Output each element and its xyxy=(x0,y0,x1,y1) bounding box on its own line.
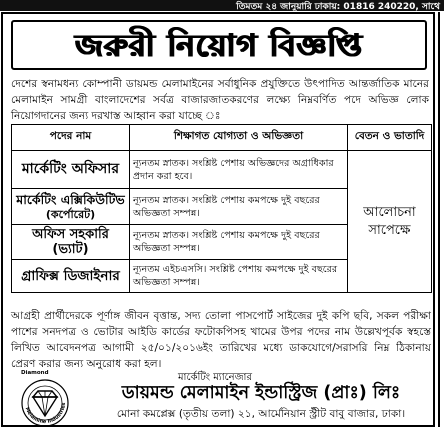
adjacent-ad-border xyxy=(438,12,444,427)
qualification-text: ন্যূনতম এইচএসসি। সংশ্লিষ্ট পেশায় কমপক্ষে দুই বছরের অভিজ্ঞতা সম্পন্ন। xyxy=(130,260,348,293)
qualification-text: ন্যূনতম স্নাতক। সংশ্লিষ্ট পেশায় অভিজ্ঞদের অগ্রাধিকার প্রদান করা হবে। xyxy=(130,151,348,189)
salary-line-1: আলোচনা xyxy=(363,204,416,220)
logo-label: Diamond xyxy=(21,370,49,376)
header-salary: বেতন ও ভাতাদি xyxy=(348,125,432,151)
company-address: মোনা কমপ্লেক্স (তৃতীয় তলা) ২১, আর্মেনিয়ান স্ট্রীট বাবু বাজার, ঢাকা। xyxy=(116,408,406,420)
top-strip-text: তিমতম ২৪ জানুয়ারি ঢাকায়: 01816 240220, সাথে xyxy=(236,2,440,11)
qualification-text: ন্যূনতম স্নাতক। সংশ্লিষ্ট পেশায় কমপক্ষে দুই বছরের অভিজ্ঞতা সম্পন্ন। xyxy=(130,189,348,225)
post-name: মার্কেটিং এক্সিকিউটিভ (কর্পোরেট) xyxy=(12,189,130,225)
logo-ring-text: Melamine Industries xyxy=(23,402,68,426)
post-subtitle: (কর্পোরেট) xyxy=(45,208,96,221)
job-table xyxy=(11,124,432,293)
post-name: অফিস সহকারি (ভ্যাট) xyxy=(12,225,130,260)
header-qualification: শিক্ষাগত যোগ্যতা ও অভিজ্ঞতা xyxy=(130,125,348,151)
post-name: মার্কেটিং অফিসার xyxy=(12,151,130,189)
ad-title: জরুরী নিয়োগ বিজ্ঞপ্তি xyxy=(75,28,363,64)
newspaper-top-strip xyxy=(0,0,444,11)
salary-line-2: সাপেক্ষে xyxy=(368,222,411,238)
salary-cell xyxy=(348,151,432,293)
header-post: পদের নাম xyxy=(12,125,130,151)
table-row xyxy=(12,151,432,189)
diamond-icon xyxy=(11,370,89,427)
qualification-text: ন্যূনতম স্নাতক। সংশ্লিষ্ট পেশায় কমপক্ষে দুই বছরের অভিজ্ঞতা সম্পন্ন। xyxy=(130,225,348,260)
application-instructions: আগ্রহী প্রার্থীদেরকে পূর্ণাঙ্গ জীবন বৃত্তান্ত, সদ্য তোলা পাসপোর্ট সাইজের দুই কপি ছবি, সকল পরীক্ষা পাশের সনদপত্র ও ভোটার আইডি কার্ডের ফটোকপিসহ খামের উপর পদের নাম উল্লেখপূর্বক স্বহস্তে লিখিত আবেদনপত্র আগামী ২৫/০১/২০১৬ইং তারিখের মধ্যে ডাকযোগে/সরাসরি নিম্ন ঠিকানায় প্রেরণ করার জন্য অনুরোধ করা হল। xyxy=(11,310,431,370)
post-name: গ্রাফিক্স ডিজাইনার xyxy=(12,260,130,293)
signer-title: মার্কেটিং ম্যানেজার xyxy=(178,372,252,383)
ad-title-box xyxy=(11,20,427,70)
intro-paragraph: দেশের স্বনামধন্য কোম্পানী ডায়মন্ড মেলামাইনের সর্বাধুনিক প্রযুক্তিতে উৎপাদিত আন্তর্জাতিক মানের মেলামাইন সামগ্রী বাংলাদেশের সর্বত্র বাজারজাতকরণের লক্ষ্যে নিম্নবর্ণিত পদে অভিজ্ঞ লোক নিয়োগদানের জন্য দরখাস্ত আহ্বান করা যাচ্ছে ঃ xyxy=(11,78,429,122)
company-name: ডায়মন্ড মেলামাইন ইন্ডাস্ট্রিজ (প্রাঃ) লিঃ xyxy=(121,383,401,403)
job-advertisement xyxy=(1,12,435,427)
diamond-logo xyxy=(11,370,89,427)
